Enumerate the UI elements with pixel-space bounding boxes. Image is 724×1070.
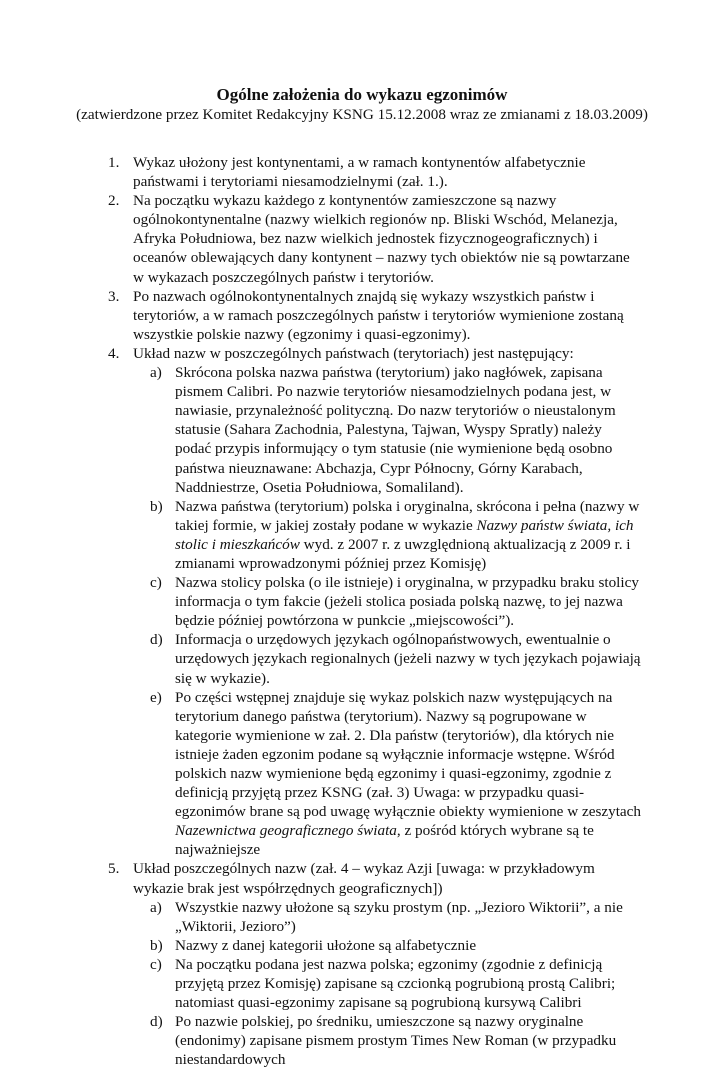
sub-item-letter: b) bbox=[150, 936, 163, 954]
sub-item-4d bbox=[0, 630, 641, 687]
sub-item-text-before: Nazwa państwa (terytorium) polska i oryginalna, skrócona i pełna (nazwy w takiej formie, w jakiej zostały podane w wykazie bbox=[175, 497, 640, 534]
item-number: 3. bbox=[108, 287, 120, 305]
sub-item-letter: c) bbox=[150, 574, 162, 592]
sub-item-text: Nazwa stolicy polska (o ile istnieje) i oryginalna, w przypadku braku stolicy informacja o tym fakcie (jeżeli stolica posiada polską nazwę, to jej nazwa będzie później powtórzona w punkcie „miejscowości”). bbox=[175, 574, 639, 630]
sub-item-5d bbox=[0, 1012, 641, 1069]
list-item-5 bbox=[0, 859, 643, 897]
sub-item-text-italic: Nazewnictwa geograficznego świata bbox=[175, 822, 397, 840]
item-number: 2. bbox=[108, 192, 120, 210]
item-number: 4. bbox=[108, 344, 120, 362]
sub-item-letter: a) bbox=[150, 364, 162, 382]
sub-item-5b bbox=[0, 936, 641, 955]
sub-item-text-before: Po części wstępnej znajduje się wykaz polskich nazw występujących na terytorium danego państwa (terytorium). Nazwy są pogrupowane w kategorie wymienione w zał. 2. Dla państw (terytoriów), dla których nie istnieje żaden egzonim podane są wyłącznie informacje wstępne. Wśród polskich nazw wymienione będą egzonimy i quasi-egzonimy, zgodnie z definicją przyjętą przez KSNG (zał. 3) Uwaga: w przypadku quasi-egzonimów brane są pod uwagę wyłącznie obiekty wymienione w zeszytach bbox=[175, 688, 642, 821]
sub-item-text: Wszystkie nazwy ułożone są szyku prostym (np. „Jezioro Wiktorii”, a nie „Wiktorii, Jezioro”) bbox=[175, 898, 623, 935]
document-subtitle: (zatwierdzone przez Komitet Redakcyjny KSNG 15.12.2008 wraz ze zmianami z 18.03.2009) bbox=[76, 106, 648, 123]
sub-item-letter: d) bbox=[150, 1013, 163, 1031]
sub-item-text: Skrócona polska nazwa państwa (terytorium) jako nagłówek, zapisana pismem Calibri. Po nazwie terytoriów niesamodzielnych podana jest, w nawiasie, przynależność polityczną. Do nazw terytoriów o nieustalonym statusie (Sahara Zachodnia, Palestyna, Tajwan, Wyspy Spratly) należy podać przypis informujący o tym statusie (nie wymienione będą osobno państwa nieuznawane: Abchazja, Cypr Północny, Górny Karabach, Naddniestrze, Osetia Południowa, Somaliland). bbox=[175, 364, 616, 496]
sub-item-5c bbox=[0, 955, 641, 1012]
sub-item-letter: d) bbox=[150, 631, 163, 649]
item-text: Wykaz ułożony jest kontynentami, a w ramach kontynentów alfabetycznie państwami i terytoriami niesamodzielnymi (zał. 1.). bbox=[133, 154, 586, 191]
item-number: 5. bbox=[108, 860, 120, 878]
sub-item-letter: c) bbox=[150, 955, 162, 973]
sub-item-4a bbox=[0, 363, 641, 497]
sub-item-5a bbox=[0, 898, 641, 936]
sub-item-letter: a) bbox=[150, 898, 162, 916]
sub-item-letter: e) bbox=[150, 688, 162, 706]
item-number: 1. bbox=[108, 154, 120, 171]
list-item-1 bbox=[0, 153, 643, 191]
sub-item-text-italic: Nazwy państw świata, ich stolic i mieszkańców bbox=[175, 516, 634, 553]
item-text: Układ poszczególnych nazw (zał. 4 – wykaz Azji [uwaga: w przykładowym wykazie brak jest współrzędnych geograficznych]) bbox=[133, 860, 595, 897]
item-text: Po nazwach ogólnokontynentalnych znajdą się wykazy wszystkich państw i terytoriów, a w ramach poszczególnych państw i terytoriów wymienione zostaną wszystkie polskie nazwy (egzonimy i quasi-egzonimy). bbox=[133, 287, 624, 343]
item-text: Na początku wykazu każdego z kontynentów zamieszczone są nazwy ogólnokontynentalne (nazwy wielkich regionów np. Bliski Wschód, Melanezja, Afryka Południowa, bez nazw wielkich jednostek fizycznogeograficznych) i oceanów oblewających dany kontynent – nazwy tych obiektów nie są powtarzane w wykazach poszczególnych państw i terytoriów. bbox=[133, 192, 630, 286]
sub-item-4e bbox=[0, 688, 641, 860]
sub-item-text: Po nazwie polskiej, po średniku, umieszczone są nazwy oryginalne (endonimy) zapisane pismem prostym Times New Roman (w przypadku niestandardowych bbox=[175, 1013, 617, 1069]
sub-item-4b bbox=[0, 497, 641, 573]
sub-item-letter: b) bbox=[150, 497, 163, 515]
sub-item-text: Informacja o urzędowych językach ogólnopaństwowych, ewentualnie o urzędowych językach regionalnych (jeżeli nazwy w tych językach pojawiają się w wykazie). bbox=[175, 631, 641, 687]
list-item-3 bbox=[0, 287, 643, 344]
list-item-4 bbox=[0, 344, 643, 363]
sub-item-4c bbox=[0, 573, 641, 630]
sub-item-text-after: , z pośród których wybrane są te najważniejsze bbox=[175, 822, 594, 859]
sub-item-text: Nazwy z danej kategorii ułożone są alfabetycznie bbox=[175, 936, 477, 954]
numbered-list bbox=[0, 153, 724, 1070]
sub-item-text-after: wyd. z 2007 r. z uwzględnioną aktualizacją z 2009 r. i zmianami wprowadzonymi później przez Komisję) bbox=[175, 535, 631, 572]
item-text: Układ nazw w poszczególnych państwach (terytoriach) jest następujący: bbox=[133, 344, 574, 362]
sub-item-text: Na początku podana jest nazwa polska; egzonimy (zgodnie z definicją przyjętą przez Komisję) zapisane są czcionką pogrubioną prostą Calibri; natomiast quasi-egzonimy zapisane są pogrubioną kursywą Calibri bbox=[175, 955, 616, 1012]
list-item-2 bbox=[0, 191, 643, 286]
document-title: Ogólne założenia do wykazu egzonimów bbox=[216, 85, 508, 104]
